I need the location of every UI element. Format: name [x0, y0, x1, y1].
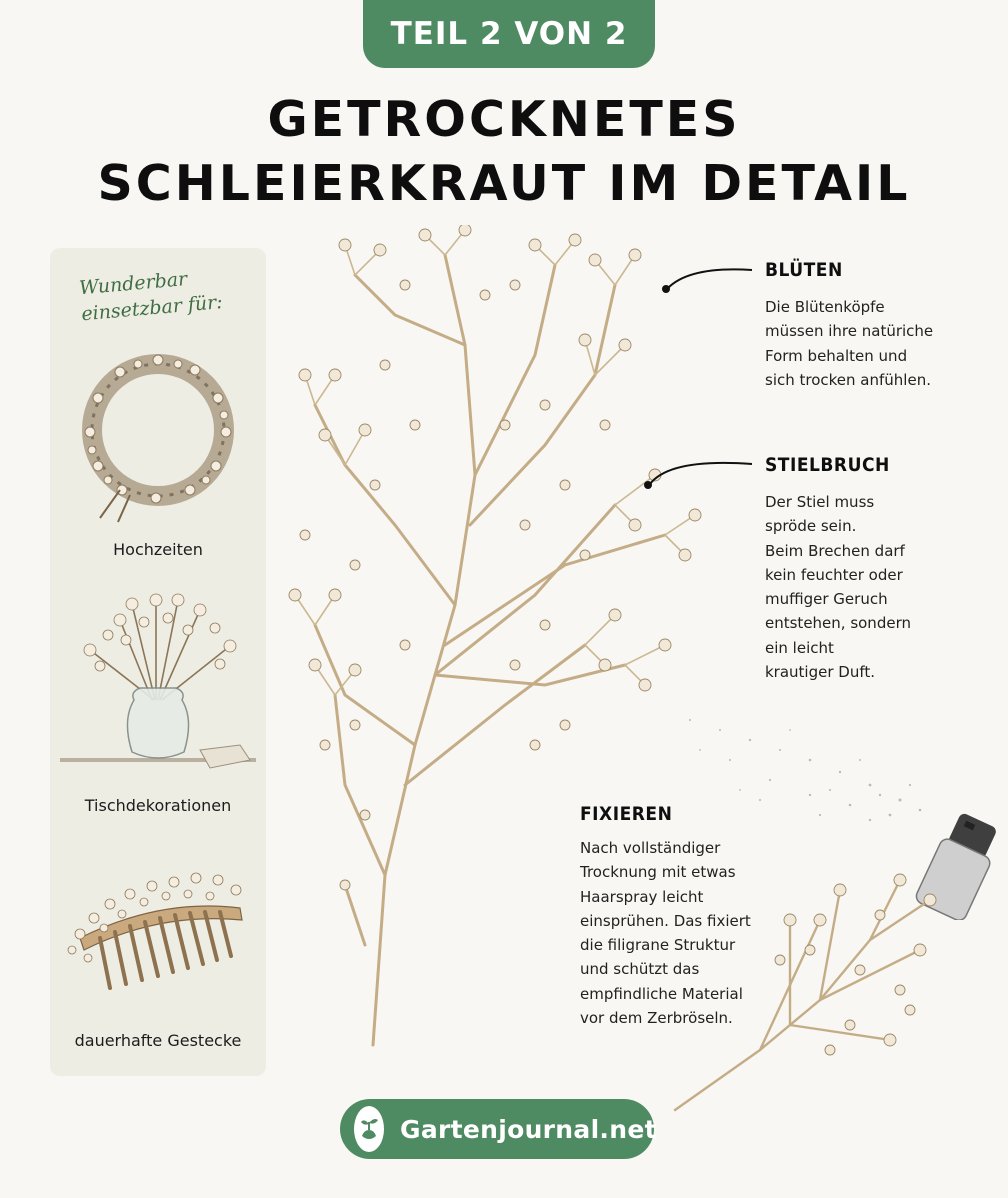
usage-sidebar — [50, 248, 266, 1076]
sidebar-item-label-3: dauerhafte Gestecke — [74, 1031, 242, 1050]
part-label-tab — [363, 0, 655, 68]
callout-fixieren-line: die filigrane Struktur — [580, 936, 736, 955]
callout-blueten-line: müssen ihre natüriche — [765, 322, 934, 341]
part-label: TEIL 2 VON 2 — [390, 16, 628, 52]
callout-stielbruch-line: entstehen, sondern — [765, 614, 911, 633]
small-sprig-illustration — [670, 860, 950, 1120]
sidebar-item-label-2: Tischdekorationen — [84, 796, 232, 815]
callout-fixieren-line: einsprühen. Das fixiert — [580, 911, 751, 930]
callout-leader-lines — [640, 258, 760, 498]
vase-icon — [60, 580, 256, 790]
callout-fixieren-line: Nach vollständiger — [580, 839, 721, 857]
callout-stielbruch-text — [765, 490, 911, 684]
hair-comb-icon — [60, 838, 256, 1018]
wreath-icon — [60, 340, 256, 530]
callout-fixieren-line: Haarspray leicht — [580, 887, 704, 906]
callout-stielbruch-title: STIELBRUCH — [765, 454, 890, 476]
callout-blueten-text — [765, 295, 933, 392]
callout-stielbruch-line: muffiger Geruch — [765, 590, 888, 609]
sidebar-heading — [78, 261, 252, 328]
callout-fixieren-line: und schützt das — [580, 960, 700, 979]
title-line-1: GETROCKNETES — [267, 91, 741, 148]
sprout-logo-icon — [354, 1106, 384, 1152]
sidebar-heading-line-1: Wunderbar — [78, 268, 189, 300]
callout-stielbruch-line: spröde sein. — [765, 517, 857, 536]
callout-blueten-line: Die Blütenköpfe — [765, 298, 885, 316]
sidebar-item-label-1: Hochzeiten — [113, 540, 203, 559]
callout-stielbruch-line: Beim Brechen darf — [765, 541, 905, 560]
callout-fixieren-title: FIXIEREN — [580, 803, 673, 825]
callout-blueten-title: BLÜTEN — [765, 259, 843, 281]
callout-stielbruch-line: Der Stiel muss — [765, 493, 875, 511]
callout-stielbruch-line: kein feuchter oder — [765, 565, 903, 584]
title-line-2: SCHLEIERKRAUT IM DETAIL — [97, 155, 911, 212]
callout-blueten-line: Form behalten und — [765, 346, 908, 365]
callout-fixieren-line: vor dem Zerbröseln. — [580, 1009, 733, 1028]
callout-stielbruch-line: ein leicht — [765, 638, 834, 657]
callout-fixieren-line: empfindliche Material — [580, 984, 743, 1003]
brand-badge[interactable] — [340, 1099, 657, 1159]
brand-name: Gartenjournal.net — [400, 1114, 657, 1144]
callout-stielbruch-line: krautiger Duft. — [765, 663, 876, 682]
sidebar-heading-line-2: einsetzbar für: — [80, 291, 224, 326]
callout-fixieren-line: Trocknung mit etwas — [580, 863, 736, 882]
page-title — [0, 88, 1008, 216]
callout-blueten-line: sich trocken anfühlen. — [765, 370, 931, 389]
